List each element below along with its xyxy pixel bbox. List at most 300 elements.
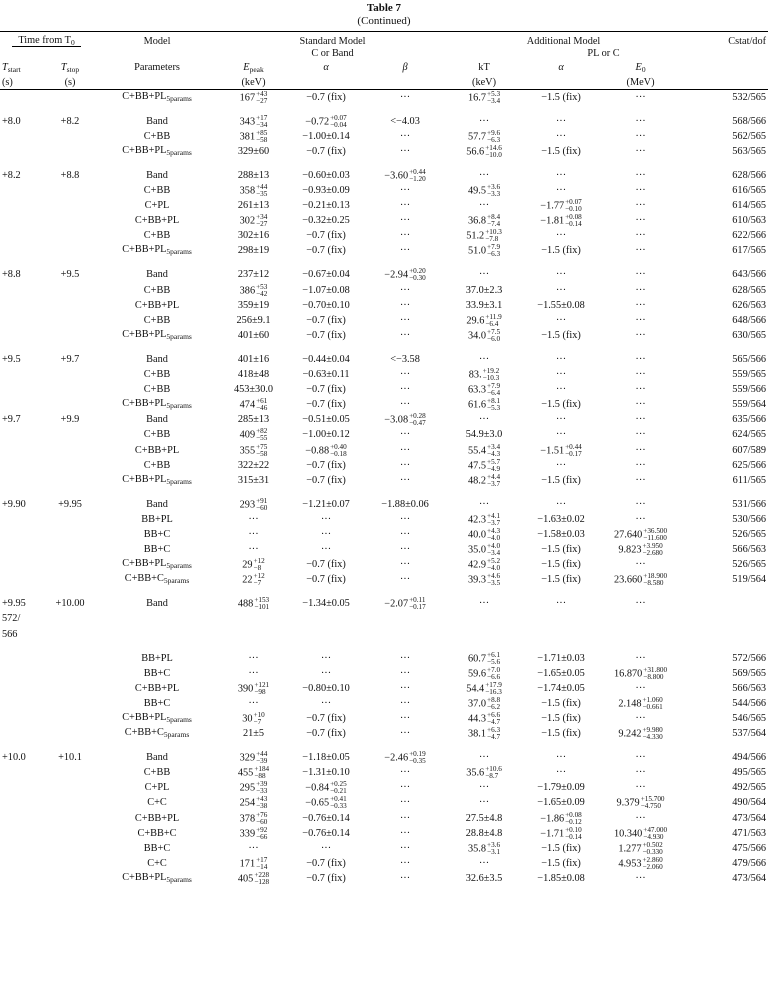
cell-alpha2-err-lo: −0.14 [565,220,582,229]
cell-epeak-err-up: +53 [256,282,268,291]
cell-tstart [0,383,47,398]
cell-alpha-err-up: +0.25 [330,780,347,789]
table-row [0,473,768,488]
table-row [0,527,768,542]
cell-alpha [286,527,366,542]
cell-beta [366,696,444,711]
cell-beta [366,473,444,488]
cell-epeak-value: 378 [239,812,256,824]
cell-alpha [286,781,366,796]
table-row [0,443,768,458]
cell-epeak-value: ··· [248,528,259,540]
cstat-header: Cstat/dof [728,36,767,47]
table-row [0,826,768,841]
tstart-header: $T_{start}$ [2,61,21,74]
cell-alpha2-value: −1.5 (fix) [541,857,581,869]
cell-kt-errors [487,91,500,105]
cell-model [93,781,221,796]
cell-kt-value: 61.6 [467,399,487,411]
cell-kt-errors [485,682,502,696]
cell-alpha2 [524,368,598,383]
cell-e0-errors [643,667,667,681]
cell-model [93,841,221,856]
cell-alpha [286,90,366,106]
cell-epeak [221,413,286,428]
cell-alpha-value: −0.7 (fix) [306,91,346,103]
cell-kt-value: 35.6 [466,767,485,779]
cell-beta-value: ··· [399,782,411,794]
cell-tstart [0,283,47,298]
cell-cstat-value: 562/565 [732,130,767,142]
cell-kt-err-lo: −10.0 [485,150,502,159]
alpha2-header: α [558,62,564,73]
c-or-band-header: C or Band [311,48,354,59]
model-value: C+BB [143,369,171,381]
cell-tstop [47,727,93,742]
cell-epeak [221,443,286,458]
cell-alpha [286,512,366,527]
cell-alpha-errors [330,115,347,129]
cell-cstat-value: 643/566 [732,269,767,281]
tstart-cont-value: 572/ [2,613,21,625]
cell-alpha2-value: ··· [555,767,567,779]
cell-tstop [47,681,93,696]
cell-alpha2 [524,841,598,856]
cell-alpha [286,313,366,328]
cell-alpha-err-lo: −0.21 [330,787,347,796]
cell-epeak [221,473,286,488]
cell-e0 [598,696,683,711]
table-row [0,681,768,696]
cell-e0 [598,826,683,841]
cell-cstat-value: 559/564 [732,399,767,411]
model-value: C+BB [143,429,171,441]
cell-beta-value: <−3.58 [390,353,420,365]
cell-alpha2 [524,298,598,313]
cell-beta-value: ··· [399,399,411,411]
cell-epeak-value: 453±30.0 [233,384,274,396]
cell-kt-errors [487,842,500,856]
model-subscript: 5params [166,401,192,411]
cell-alpha2-value: −1.86 [540,812,565,824]
cell-alpha [286,129,366,144]
alpha-header: α [323,62,329,73]
cell-alpha2 [524,871,598,886]
cell-epeak-errors [256,781,267,795]
cell-kt [444,368,524,383]
cell-alpha2-value: −1.5 (fix) [541,697,581,709]
cell-cstat [683,268,768,283]
cell-beta-value: ··· [399,842,411,854]
cell-kt-errors [487,474,500,488]
cell-tstop [47,458,93,473]
cell-alpha [286,458,366,473]
cell-epeak-err-lo: −14 [256,862,268,871]
cell-kt-errors [487,573,500,587]
cell-alpha2-value: ··· [555,353,567,365]
cell-epeak-err-lo: −39 [256,757,268,766]
cell-beta [366,328,444,343]
cell-beta-value: ··· [399,544,411,556]
cell-e0 [598,543,683,558]
cell-kt-err-up: +8.4 [487,213,501,222]
cell-alpha2-value: −1.5 (fix) [541,842,581,854]
cell-e0 [598,751,683,766]
cell-epeak-err-lo: −34 [256,120,268,129]
cell-epeak-value: 21±5 [242,728,265,740]
cell-tstop-value: +9.9 [60,414,80,426]
cell-cstat [683,398,768,413]
cell-kt [444,473,524,488]
model-value: C+BB+C [137,827,177,839]
table-row [0,512,768,527]
cell-alpha2 [524,573,598,588]
cell-e0-value: ··· [635,713,646,725]
cell-cstat [683,114,768,129]
cell-alpha2-value: −1.5 (fix) [541,329,581,341]
cell-tstart [0,443,47,458]
cell-cstat [683,811,768,826]
row-gap [0,259,768,268]
cell-beta [366,413,444,428]
cell-beta [366,512,444,527]
cell-tstop [47,114,93,129]
cell-cstat [683,129,768,144]
cell-kt-err-lo: −3.4 [487,96,501,105]
cell-e0-value: ··· [635,91,646,103]
cell-alpha2-errors [565,827,582,841]
cell-epeak [221,214,286,229]
cell-kt-err-up: +8.8 [487,695,501,704]
cell-epeak-errors [254,597,269,611]
cell-alpha2-value: −1.51 [540,444,565,456]
cell-alpha2-value: ··· [555,230,567,242]
cell-alpha2 [524,129,598,144]
cell-epeak-value: 405 [237,873,254,885]
table-caption [0,0,768,28]
cell-tstart-value: +9.7 [2,414,21,426]
cell-e0-value: 16.870 [613,668,643,680]
cell-epeak-err-lo: −60 [256,817,268,826]
table-body [0,90,768,887]
cell-e0-value: 9.379 [616,797,640,809]
cell-model [93,543,221,558]
cell-tstart [0,298,47,313]
cell-cstat [683,229,768,244]
cell-alpha [286,497,366,512]
cell-kt-errors [483,368,500,382]
cell-kt [444,214,524,229]
cell-e0-err-lo: −0.330 [642,847,663,856]
cell-tstart-value: +8.8 [2,269,21,281]
cell-alpha-value: ··· [320,697,332,709]
cell-kt [444,283,524,298]
cell-e0-value: ··· [635,384,646,396]
cell-model [93,826,221,841]
cell-e0 [598,283,683,298]
cell-alpha2-value: ··· [555,598,567,610]
cell-e0 [598,168,683,183]
cell-e0 [598,811,683,826]
cell-cstat-value: 624/565 [732,429,767,441]
table-row [0,651,768,666]
cell-kt-errors [487,543,500,557]
cell-kt-err-up: +17.9 [485,680,502,689]
cell-epeak [221,283,286,298]
cell-epeak-value: 409 [239,429,256,441]
cell-beta [366,727,444,742]
cell-kt [444,183,524,198]
cell-e0-errors [643,827,667,841]
cell-kt [444,711,524,726]
cell-tstart [0,413,47,428]
cell-kt-errors [487,130,500,144]
cell-kt-value: 27.5±4.8 [465,812,503,824]
cell-e0-value: ··· [635,130,646,142]
cell-tstop [47,871,93,886]
cell-cstat [683,597,768,612]
cell-tstart [0,428,47,443]
model-subscript: 5params [166,715,192,725]
cell-kt-errors [487,214,500,228]
cell-e0-errors [643,842,663,856]
cell-kt-err-lo: −4.0 [487,533,501,542]
cell-kt-err-up: +7.0 [487,665,501,674]
cell-tstop [47,168,93,183]
cell-e0 [598,229,683,244]
cell-tstop [47,811,93,826]
cell-alpha2-value: ··· [555,130,567,142]
cell-alpha2-err-lo: −0.12 [565,817,582,826]
model-value: C+BB+PL [134,812,180,824]
cell-kt-value: ··· [478,498,490,510]
cell-kt-err-lo: −7.8 [485,235,499,244]
cell-kt [444,811,524,826]
cell-kt-err-up: +7.9 [487,243,501,252]
cell-alpha2-value: ··· [555,369,567,381]
cell-beta [366,129,444,144]
table-row [0,368,768,383]
cell-model [93,229,221,244]
cell-e0 [598,443,683,458]
cell-kt [444,313,524,328]
cell-kt-value: 44.3 [467,713,487,725]
model-header: Model [143,36,171,47]
cell-alpha-value: −0.7 (fix) [306,399,346,411]
cell-e0-value: ··· [635,369,646,381]
cell-kt-value: 42.9 [467,559,487,571]
cell-alpha-value: −0.7 (fix) [306,245,346,257]
cell-tstart-value: +10.0 [2,752,26,764]
cell-e0 [598,313,683,328]
cell-alpha2-err-up: +0.08 [565,810,582,819]
cell-cstat [683,666,768,681]
cell-e0-value: ··· [635,474,646,486]
cell-epeak-value: 29 [242,559,253,571]
cell-e0-value: ··· [635,812,646,824]
cell-beta [366,229,444,244]
cell-beta-value: ··· [399,369,411,381]
model-value: BB+C [143,544,171,556]
cell-e0-value: ··· [635,498,646,510]
cell-kt-value: 55.4 [467,444,487,456]
cell-kt-value: 60.7 [467,653,487,664]
cell-kt [444,796,524,811]
cell-kt [444,766,524,781]
cell-e0 [598,383,683,398]
model-value: C+PL [144,200,170,212]
table-row [0,871,768,886]
cell-kt [444,651,524,666]
cell-alpha2-value: ··· [555,752,567,764]
cell-e0 [598,368,683,383]
model-value: BB+C [143,842,171,854]
cell-kt-err-up: +19.2 [482,367,500,376]
cell-epeak-errors [256,751,267,765]
cell-alpha2-value: −1.5 (fix) [541,544,581,556]
cell-e0-errors [641,796,665,810]
cell-kt-errors [487,398,500,412]
cell-alpha [286,114,366,129]
cell-epeak-errors [254,872,269,886]
cell-cstat-value: 473/564 [732,872,767,884]
table-row [0,612,768,627]
cell-epeak-value: 401±60 [237,329,270,341]
cell-tstop [47,527,93,542]
cell-e0-err-up: +2.860 [642,855,663,864]
cell-cstat-value: 626/563 [732,299,767,311]
cell-beta [366,168,444,183]
cell-epeak-value: ··· [248,842,259,854]
cell-cstat [683,458,768,473]
cell-alpha2-value: −1.5 (fix) [541,559,581,571]
cell-alpha [286,751,366,766]
cell-alpha-value: −0.7 (fix) [306,713,346,725]
cell-beta-value: ··· [399,384,411,396]
model-value: Band [146,598,168,610]
cell-alpha-value: ··· [320,652,332,664]
cell-alpha2 [524,527,598,542]
cell-alpha-value: −1.18±0.05 [302,752,350,764]
cell-beta [366,383,444,398]
table-row [0,313,768,328]
cell-e0-value: ··· [635,767,646,779]
table-row [0,666,768,681]
cell-tstart [0,473,47,488]
cell-cstat-value: 648/566 [732,314,767,326]
cell-alpha [286,711,366,726]
cell-cstat-value: 475/566 [732,842,767,854]
cell-model [93,766,221,781]
cell-tstart [0,597,47,612]
cell-kt-value: 54.9±3.0 [465,429,503,441]
cell-tstop [47,214,93,229]
cell-kt-err-lo: −6.6 [487,672,501,681]
cell-epeak-errors [256,214,267,228]
cell-tstart [0,711,47,726]
cell-e0 [598,711,683,726]
cell-e0 [598,856,683,871]
cell-alpha2 [524,199,598,214]
cell-cstat-value: 494/566 [732,752,767,764]
cell-tstop [47,368,93,383]
cell-model [93,527,221,542]
cell-kt [444,443,524,458]
cell-alpha2 [524,413,598,428]
cell-epeak-err-up: +82 [256,427,268,436]
cell-alpha-value: −1.31±0.10 [302,767,350,779]
cell-e0 [598,527,683,542]
model-value: BB+C [143,528,171,540]
cell-kt [444,413,524,428]
cell-e0-value: ··· [635,269,646,281]
cell-alpha2 [524,458,598,473]
cell-alpha [286,543,366,558]
cell-epeak-value: 293 [239,499,256,511]
model-value: C+BB+PL [122,328,167,340]
cell-tstop [47,229,93,244]
cell-model [93,666,221,681]
cell-alpha-value: ··· [320,842,332,854]
cell-tstart-value: +9.95 [2,598,26,610]
table-row [0,144,768,159]
cell-e0 [598,129,683,144]
cell-kt-value: 42.3 [467,514,487,526]
cell-beta-value: <−4.03 [390,115,420,127]
cell-alpha2-value: −1.5 (fix) [541,574,581,586]
additional-model-header: Additional Model [526,36,601,47]
cell-beta-value: ··· [399,245,411,257]
cell-kt-value: 40.0 [467,529,487,541]
cell-epeak-value: 167 [239,91,256,103]
cell-kt-errors [487,444,500,458]
cell-alpha [286,428,366,443]
cell-epeak-err-lo: −33 [256,787,268,796]
cell-tstart [0,573,47,588]
cell-model [93,199,221,214]
cell-alpha-err-up: +0.07 [330,113,347,122]
cell-alpha [286,268,366,283]
cell-kt [444,244,524,259]
cell-tstart [0,229,47,244]
cell-e0 [598,651,683,666]
cell-alpha-value: −0.80±0.10 [302,682,350,694]
cell-epeak-err-up: +34 [256,213,268,222]
cell-alpha2 [524,751,598,766]
cell-alpha [286,856,366,871]
cell-kt [444,268,524,283]
cell-alpha [286,811,366,826]
cell-alpha2 [524,383,598,398]
cell-kt-err-up: +7.9 [487,382,501,391]
cell-epeak-err-up: +75 [256,442,268,451]
cell-kt [444,573,524,588]
cell-tstart [0,841,47,856]
cell-kt-errors [487,652,500,666]
cell-alpha-err-up: +0.40 [330,442,347,451]
cell-kt-err-up: +7.5 [487,327,501,336]
cell-e0-value: ··· [635,284,646,296]
table-row [0,283,768,298]
cell-e0-value: ··· [635,559,646,571]
cell-kt-errors [485,145,502,159]
cell-alpha2-errors [565,444,582,458]
cell-beta-value: ··· [399,697,411,709]
cell-alpha2-value: −1.79±0.09 [537,782,585,794]
cell-kt [444,597,524,612]
cell-alpha-value: −0.67±0.04 [302,269,350,281]
cell-alpha-value: −1.00±0.14 [302,130,350,142]
